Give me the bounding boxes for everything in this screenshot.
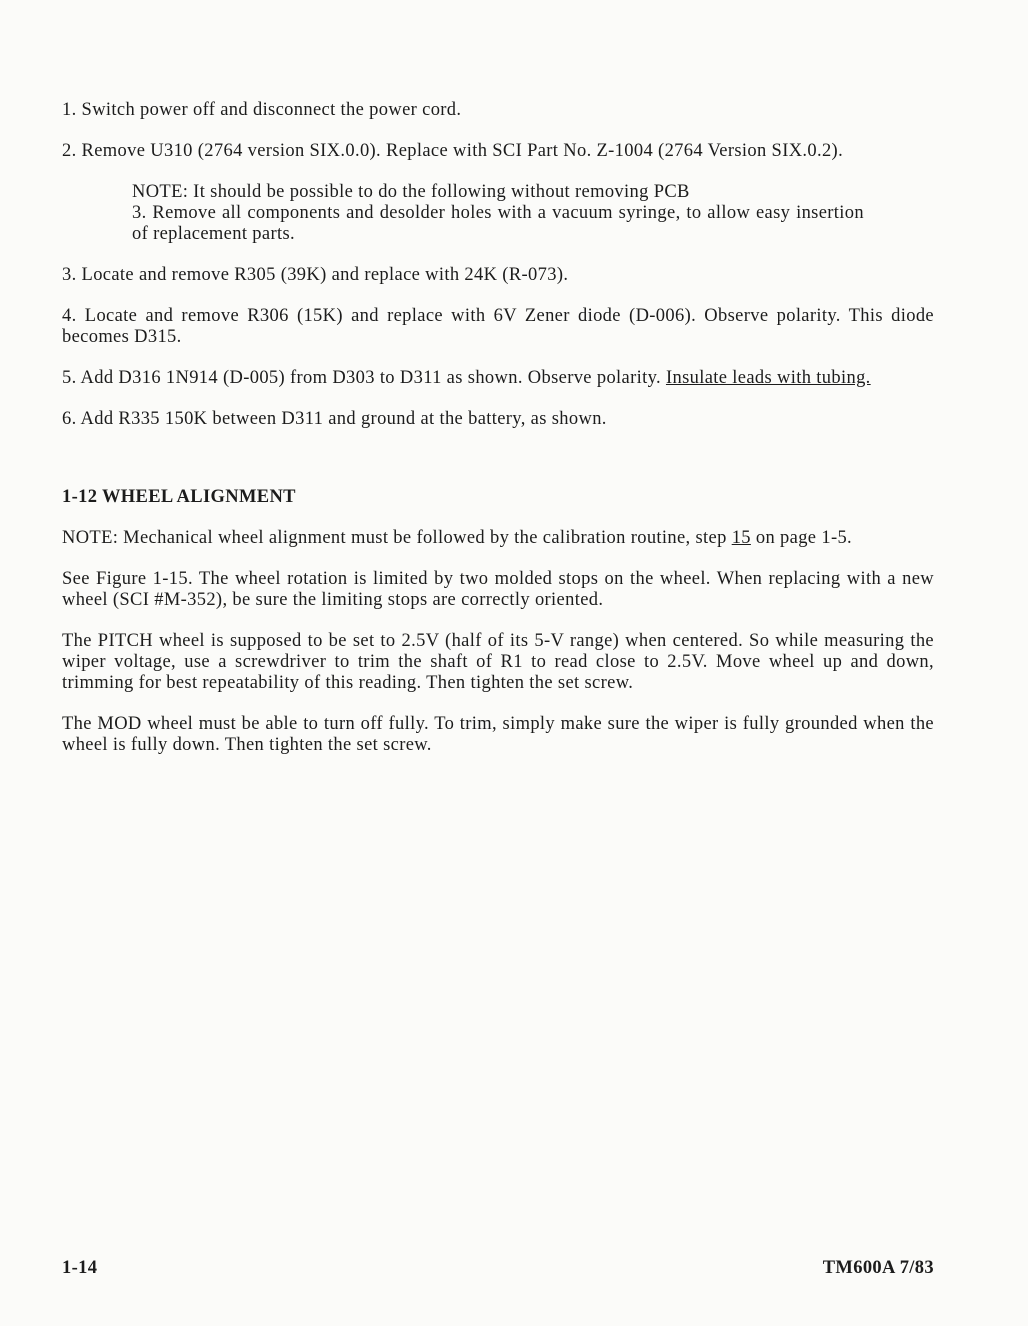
step-5-underlined: Insulate leads with tubing. bbox=[665, 368, 871, 388]
step-5 bbox=[62, 368, 934, 389]
alignment-note-tail: on page 1-5. bbox=[750, 528, 853, 548]
step-2: 2. Remove U310 (2764 version SIX.0.0). Replace with SCI Part No. Z-1004 (2764 Version SIX.0.2). bbox=[62, 141, 844, 161]
step-5-text: 5. Add D316 1N914 (D-005) from D303 to D311 as shown. Observe polarity. bbox=[62, 368, 666, 388]
step-4: 4. Locate and remove R306 (15K) and replace with 6V Zener diode (D-006). Observe polarity. This diode becomes D315. bbox=[62, 306, 934, 347]
note-block bbox=[132, 182, 864, 245]
paragraph-pitch: The PITCH wheel is supposed to be set to 2.5V (half of its 5-V range) when centered. So while measuring the wiper voltage, use a screwdriver to trim the shaft of R1 to read close to 2.5V. Move wheel up and down, trimming for best repeatability of this reading. Then tighten the set screw. bbox=[62, 631, 934, 693]
step-6: 6. Add R335 150K between D311 and ground at the battery, as shown. bbox=[62, 409, 607, 429]
page-content bbox=[62, 100, 934, 776]
alignment-note bbox=[62, 528, 934, 549]
document-id: TM600A 7/83 bbox=[822, 1258, 934, 1278]
paragraph-mod: The MOD wheel must be able to turn off fully. To trim, simply make sure the wiper is fully grounded when the wheel is fully down. Then tighten the set screw. bbox=[62, 714, 934, 755]
alignment-note-text: NOTE: Mechanical wheel alignment must be followed by the calibration routine, step bbox=[62, 528, 732, 548]
note-line-1: NOTE: It should be possible to do the following without removing PCB bbox=[132, 182, 690, 202]
section-heading: 1-12 WHEEL ALIGNMENT bbox=[62, 487, 296, 507]
paragraph-figure: See Figure 1-15. The wheel rotation is limited by two molded stops on the wheel. When replacing with a new wheel (SCI #M-352), be sure the limiting stops are correctly oriented. bbox=[62, 569, 934, 610]
step-reference: 15 bbox=[731, 528, 751, 548]
page-number: 1-14 bbox=[62, 1258, 98, 1278]
note-line-2: 3. Remove all components and desolder holes with a vacuum syringe, to allow easy insertion of replacement parts. bbox=[132, 203, 864, 244]
step-3: 3. Locate and remove R305 (39K) and replace with 24K (R-073). bbox=[62, 265, 569, 285]
step-1: 1. Switch power off and disconnect the power cord. bbox=[62, 100, 462, 120]
